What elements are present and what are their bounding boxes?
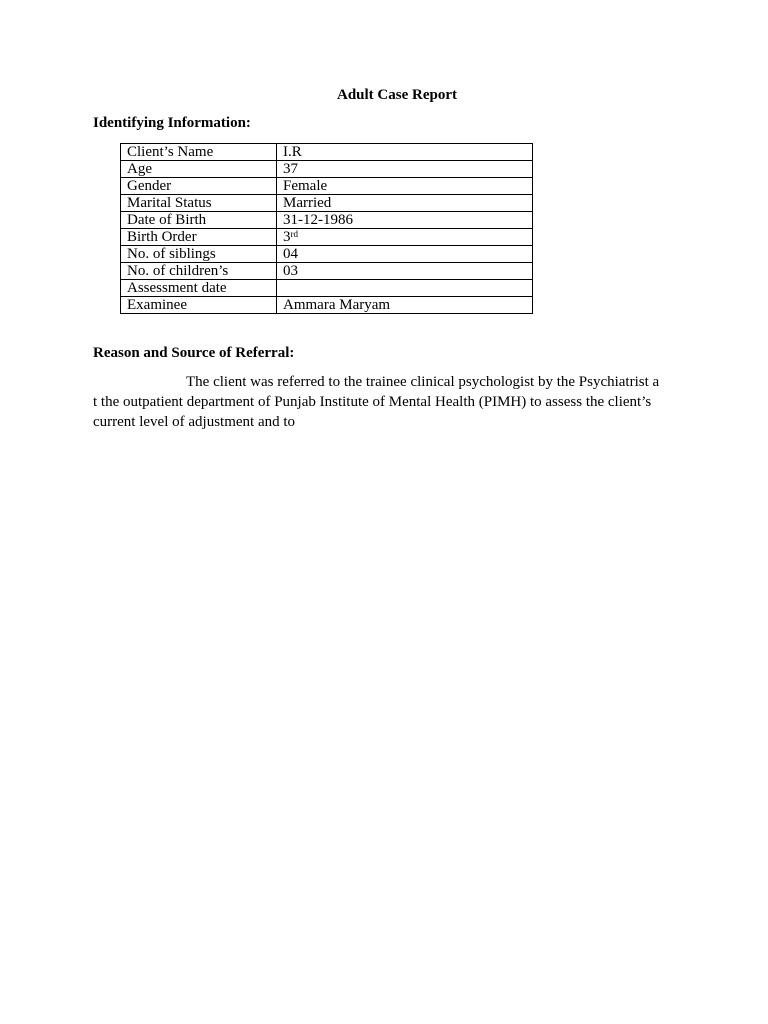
row-label: Examinee	[121, 297, 277, 314]
row-value: I.R	[277, 144, 533, 161]
row-label: No. of children’s	[121, 263, 277, 280]
row-value: 31-12-1986	[277, 212, 533, 229]
birth-order-number: 3	[283, 229, 291, 245]
table-row	[121, 297, 533, 314]
table-row	[121, 161, 533, 178]
table-row	[121, 178, 533, 195]
table-row	[121, 195, 533, 212]
paragraph-line: current level of adjustment and to	[93, 414, 296, 430]
table-row	[121, 246, 533, 263]
identifying-information-table	[120, 143, 533, 314]
referral-heading: Reason and Source of Referral:	[93, 345, 295, 361]
row-value: Ammara Maryam	[277, 297, 533, 314]
row-label: Age	[121, 161, 277, 178]
row-label: Marital Status	[121, 195, 277, 212]
row-label: Gender	[121, 178, 277, 195]
row-label: No. of siblings	[121, 246, 277, 263]
table-row	[121, 212, 533, 229]
table-row	[121, 229, 533, 246]
table-row	[121, 144, 533, 161]
row-value: 04	[277, 246, 533, 263]
row-value: 03	[277, 263, 533, 280]
row-value: 37	[277, 161, 533, 178]
row-value	[277, 229, 533, 246]
ordinal-suffix: rd	[290, 229, 298, 239]
paragraph-line: The client was referred to the trainee clinical psychologist by the Psychiatrist a	[186, 374, 660, 390]
paragraph-line: t the outpatient department of Punjab Institute of Mental Health (PIMH) to assess the client’s	[93, 394, 652, 410]
table-row	[121, 280, 533, 297]
row-label: Assessment date	[121, 280, 277, 297]
page-title: Adult Case Report	[337, 87, 457, 103]
row-label: Client’s Name	[121, 144, 277, 161]
table-row	[121, 263, 533, 280]
row-label: Date of Birth	[121, 212, 277, 229]
identifying-information-heading: Identifying Information:	[93, 115, 251, 131]
row-value: Married	[277, 195, 533, 212]
row-value	[277, 280, 533, 297]
referral-paragraph	[93, 372, 678, 432]
row-value: Female	[277, 178, 533, 195]
row-label: Birth Order	[121, 229, 277, 246]
